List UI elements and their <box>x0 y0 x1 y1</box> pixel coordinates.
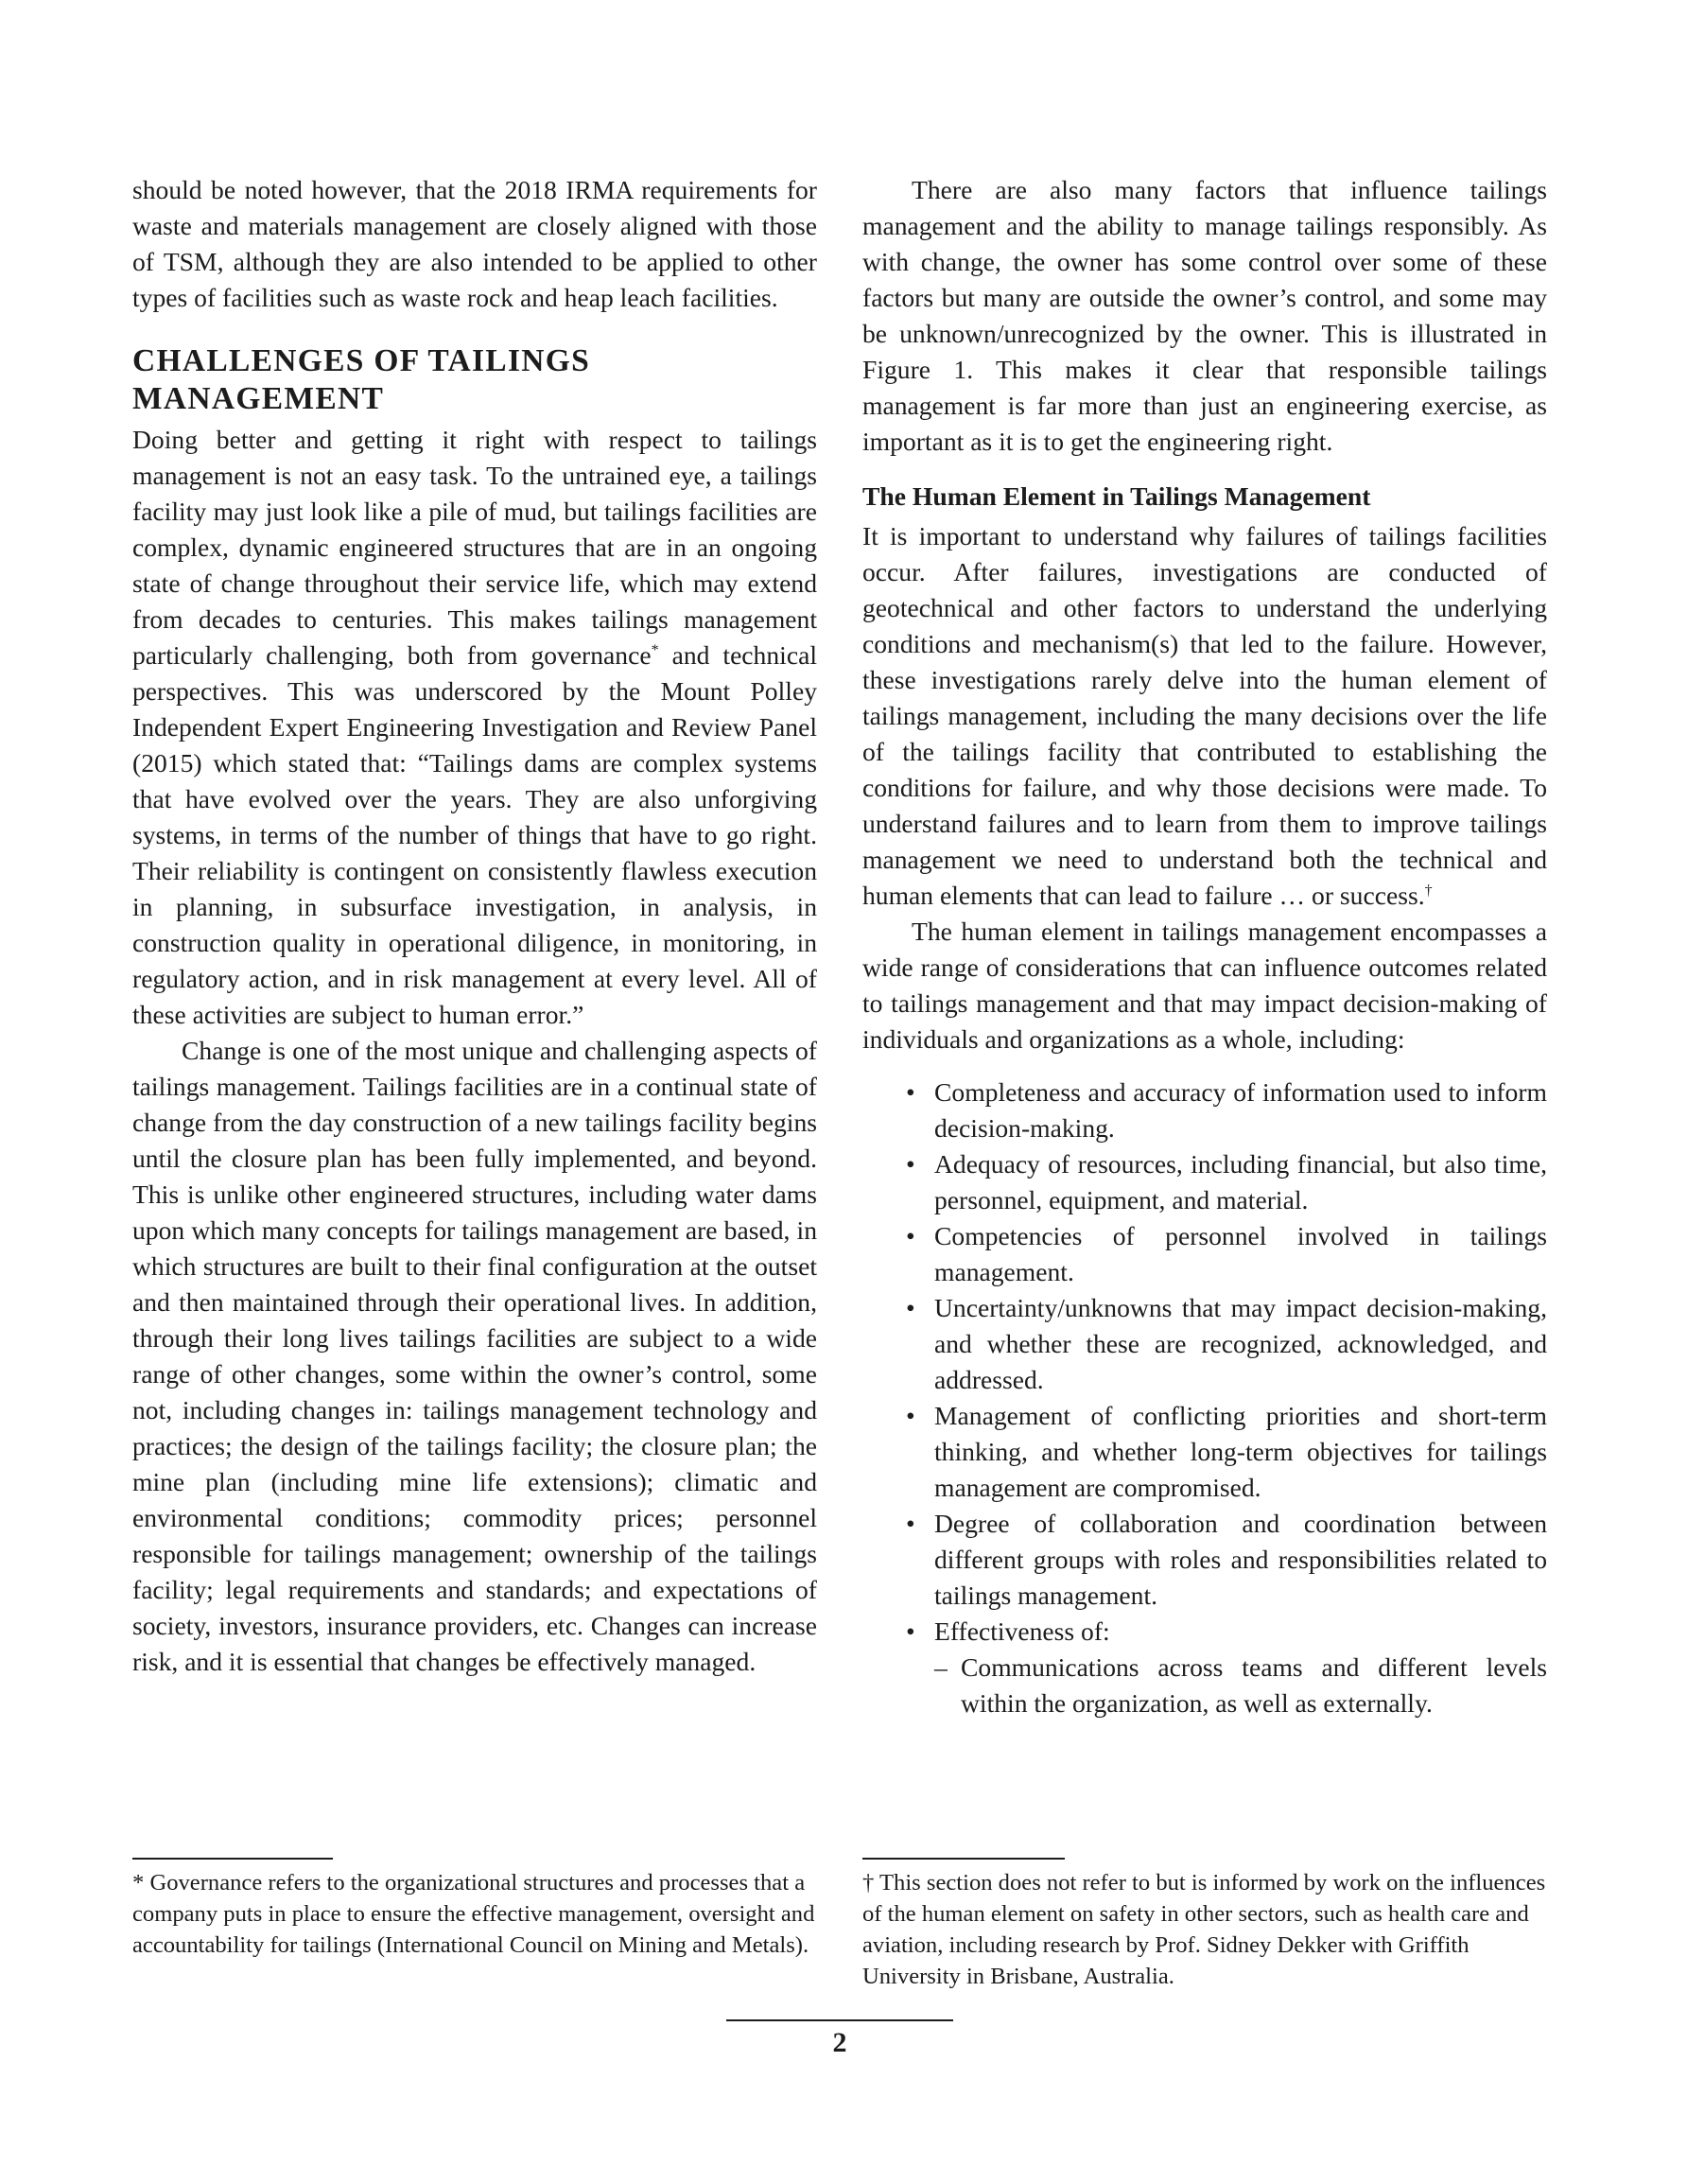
section-heading: CHALLENGES OF TAILINGS MANAGEMENT <box>132 343 591 416</box>
footnote-rule-left <box>132 1858 333 1860</box>
footnote-right <box>862 1867 1547 1992</box>
considerations-list <box>862 1075 1547 1721</box>
list-item-text: Effectiveness of: <box>934 1616 1110 1646</box>
challenges-paragraph-text-b: and technical perspectives. This was underscored by the Mount Polley Independent Expert Engineering Investigation and Review Panel (2015) which stated that: “Tailings dams are complex systems that have evolved over the years. They are also unforgiving systems, in terms of the number of things that have to go right. Their reliability is contingent on consistently flawless execution in planning, in subsurface investigation, in analysis, in construction quality in operational diligence, in monitoring, in regulatory action, and in risk management at every level. All of these activities are subject to human error.” <box>132 640 817 1029</box>
bullet-icon: • <box>906 1293 915 1322</box>
human-element-paragraph: The human element in tailings management encompasses a wide range of considerations that can influence outcomes related to tailings management and that may impact decision-making of individuals and organizations as a whole, including: <box>862 917 1547 1054</box>
change-paragraph: Change is one of the most unique and challenging aspects of tailings management. Tailings facilities are in a continual state of change from the day construction of a new tailings facility begins until the closure plan has been fully implemented, and beyond. This is unlike other engineered structures, including water dams upon which many concepts for tailings management are based, in which structures are built to their final configuration at the outset and then maintained through their operational lives. In addition, through their long lives tailings facilities are subject to a wide range of other changes, some within the owner’s control, some not, including changes in: tailings management technology and practices; the design of the tailings facility; the closure plan; the mine plan (including mine life extensions); climatic and environmental conditions; commodity prices; personnel responsible for tailings management; ownership of the tailings facility; legal requirements and standards; and expectations of society, investors, insurance providers, etc. Changes can increase risk, and it is essential that changes be effectively managed. <box>132 1036 817 1676</box>
list-item-text: Competencies of personnel involved in tailings management. <box>934 1221 1547 1286</box>
footnote-governance: * Governance refers to the organizational structures and processes that a company puts in place to ensure the effective management, oversight and accountability for tailings (International Council on Mining and Metals). <box>132 1870 815 1958</box>
left-column <box>132 172 817 1680</box>
sub-list-item <box>934 1650 1547 1721</box>
bullet-icon: • <box>906 1221 915 1250</box>
list-item-text: Management of conflicting priorities and short-term thinking, and whether long-term objectives for tailings management are compromised. <box>934 1401 1547 1502</box>
bullet-icon: • <box>906 1077 915 1107</box>
bullet-icon: • <box>906 1149 915 1179</box>
footnote-human-element: † This section does not refer to but is informed by work on the influences of the human element on safety in other sectors, such as health care and aviation, including research by Prof. Sidney Dekker with Griffith University in Brisbane, Australia. <box>862 1870 1546 1989</box>
footnote-left <box>132 1867 817 1961</box>
footnote-marker-dagger: † <box>1424 882 1433 899</box>
factors-paragraph: There are also many factors that influence tailings management and the ability to manage tailings responsibly. As with change, the owner has some control over some of these factors but many are outside the owner’s control, and some may be unknown/unrecognized by the owner. This is illustrated in Figure 1. This makes it clear that responsible tailings management is far more than just an engineering exercise, as important as it is to get the engineering right. <box>862 175 1547 456</box>
bullet-icon: • <box>906 1509 915 1538</box>
list-item <box>900 1398 1547 1506</box>
challenges-paragraph-text-a: Doing better and getting it right with respect to tailings management is not an easy task. To the untrained eye, a tailings facility may just look like a pile of mud, but tailings facilities are complex, dynamic engineered structures that are in an ongoing state of change throughout their service life, which may extend from decades to centuries. This makes tailings management particularly challenging, both from governance <box>132 425 817 670</box>
list-item-text: Completeness and accuracy of information used to inform decision-making. <box>934 1077 1547 1143</box>
bullet-icon: • <box>906 1401 915 1430</box>
challenges-paragraph <box>132 422 817 1033</box>
list-item <box>900 1218 1547 1290</box>
list-item-text: Uncertainty/unknowns that may impact decision-making, and whether these are recognized, acknowledged, and addressed. <box>934 1293 1547 1394</box>
bullet-icon: • <box>906 1616 915 1646</box>
subheading-human-element: The Human Element in Tailings Management <box>862 481 1371 511</box>
list-item-text: Degree of collaboration and coordination between different groups with roles and responsibilities related to tailings management. <box>934 1509 1547 1610</box>
list-item <box>900 1290 1547 1398</box>
list-item <box>900 1506 1547 1614</box>
effectiveness-sublist <box>934 1650 1547 1721</box>
list-item <box>900 1146 1547 1218</box>
failures-paragraph <box>862 518 1547 914</box>
list-item <box>900 1614 1547 1721</box>
list-item-text: Adequacy of resources, including financial, but also time, personnel, equipment, and material. <box>934 1149 1547 1214</box>
footnote-rule-right <box>862 1858 1065 1860</box>
dash-icon: – <box>934 1652 948 1682</box>
page-number: 2 <box>832 2027 847 2058</box>
sub-list-item-text: Communications across teams and different levels within the organization, as well as externally. <box>961 1652 1547 1718</box>
right-column <box>862 172 1547 1721</box>
list-item <box>900 1075 1547 1146</box>
intro-paragraph: should be noted however, that the 2018 IRMA requirements for waste and materials management are closely aligned with those of TSM, although they are also intended to be applied to other types of facilities such as waste rock and heap leach facilities. <box>132 175 817 312</box>
page-number-rule <box>726 2019 953 2021</box>
footnote-marker-asterisk: * <box>651 641 659 658</box>
failures-paragraph-text: It is important to understand why failures of tailings facilities occur. After failures, investigations are conducted of geotechnical and other factors to understand the underlying conditions and mechanism(s) that led to the failure. However, these investigations rarely delve into the human element of tailings management, including the many decisions over the life of the tailings facility that contributed to establishing the conditions for failure, and why those decisions were made. To understand failures and to learn from them to improve tailings management we need to understand both the technical and human elements that can lead to failure … or success. <box>862 521 1547 910</box>
